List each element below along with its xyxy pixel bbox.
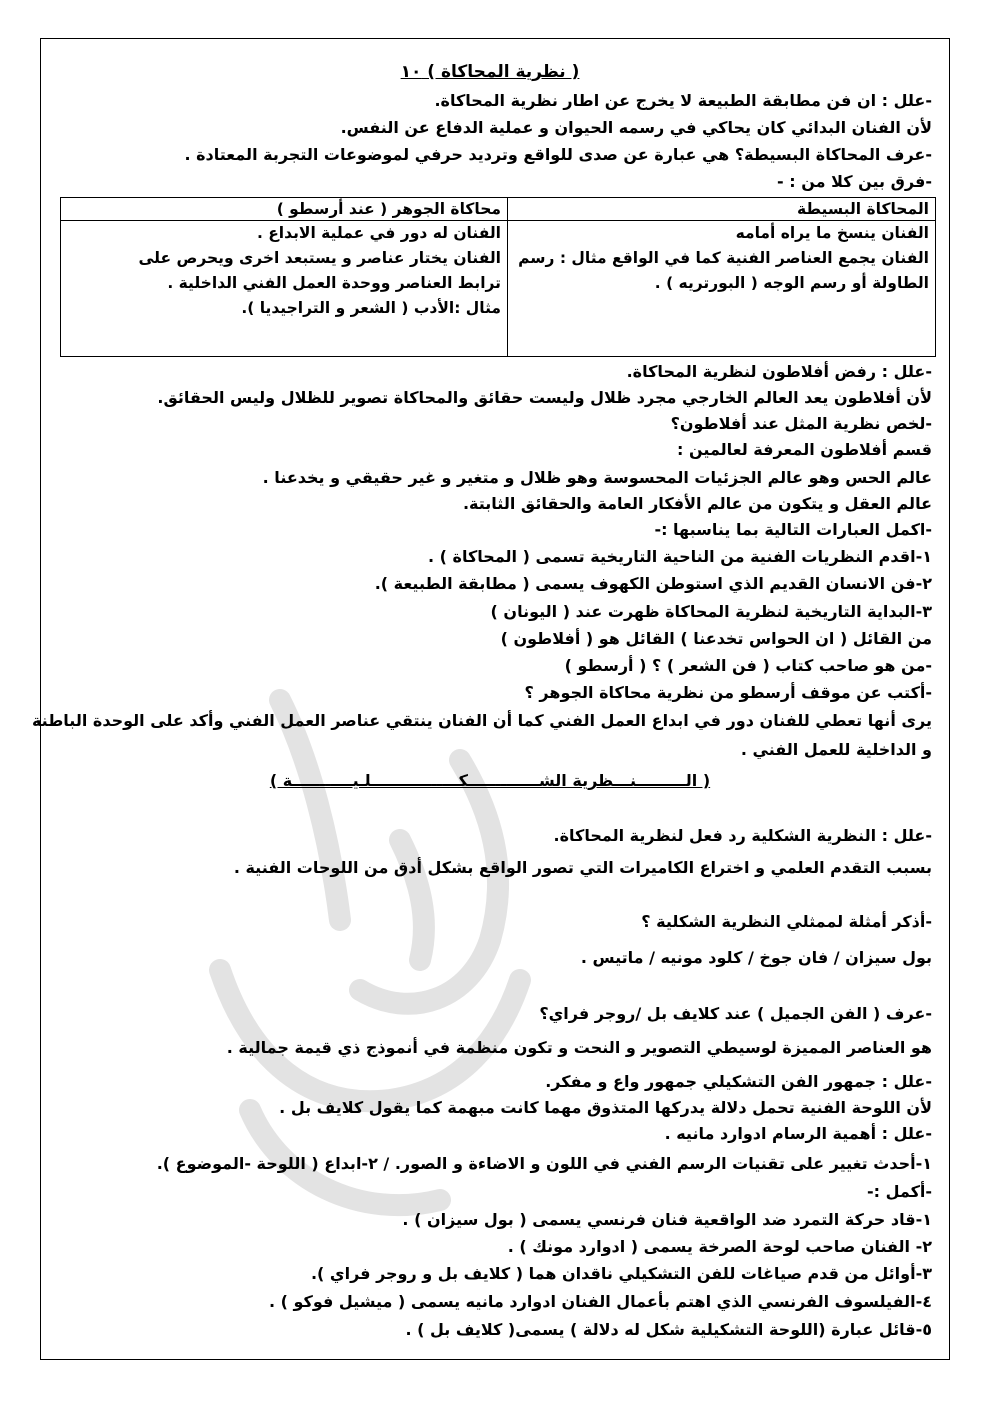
text-line: عالم العقل و يتكون من عالم الأفكار العامة والحقائق الثابتة. xyxy=(462,494,932,513)
text-line: هو العناصر المميزة لوسيطي التصوير و النحت و تكون منظمة في أنموذج ذي قيمة جمالية . xyxy=(226,1038,932,1057)
text-line: ٥-قائل عبارة (اللوحة التشكيلية شكل له دلالة ) يسمى( كلايف بل ) . xyxy=(405,1320,932,1339)
text-line: -أكتب عن موقف أرسطو من نظرية محاكاة الجوهر ؟ xyxy=(524,683,932,702)
text-line: -أذكر أمثلة لممثلي النظرية الشكلية ؟ xyxy=(641,912,932,931)
text-line: لأن اللوحة الفنية تحمل دلالة يدركها المتذوق مهما كانت مبهمة كما يقول كلايف بل . xyxy=(279,1098,932,1117)
text-line: -اكمل العبارات التالية بما يناسبها :- xyxy=(654,520,932,539)
cell-line: الطاولة أو رسم الوجه ( البورتريه ) . xyxy=(654,274,929,292)
text-line: ١-قاد حركة التمرد ضد الواقعية فنان فرنسي يسمى ( بول سيزان ) . xyxy=(402,1210,932,1229)
text-line: و الداخلية للعمل الفني . xyxy=(740,740,932,759)
cell-line: ترابط العناصر ووحدة العمل الفني الداخلية . xyxy=(167,274,501,292)
text-line: -عرف المحاكاة البسيطة؟ هي عبارة عن صدى للواقع وترديد حرفي لموضوعات التجربة المعتادة . xyxy=(184,145,932,164)
section-title-formal: ( الـــــــــنـــظرية الشـــــــــــــكــــــــــــــــلـيـــــــــــة ) xyxy=(269,771,711,790)
cell-line: الفنان يختار عناصر و يستبعد اخرى ويحرص على xyxy=(138,249,501,267)
text-line: ٤-الفيلسوف الفرنسي الذي اهتم بأعمال الفنان ادوارد مانيه يسمى ( ميشيل فوكو ) . xyxy=(268,1292,932,1311)
text-line: -أكمل :- xyxy=(866,1182,932,1201)
cell-line: الفنان له دور في عملية الابداع . xyxy=(256,224,501,242)
text-line: ٣-أوائل من قدم صياغات للفن التشكيلي ناقدان هما ( كلايف بل و روجر فراي ). xyxy=(310,1264,932,1283)
text-line: -علل : رفض أفلاطون لنظرية المحاكاة. xyxy=(626,362,932,381)
text-line: -علل : النظرية الشكلية رد فعل لنظرية المحاكاة. xyxy=(553,826,932,845)
comparison-table xyxy=(60,197,936,357)
table-header: محاكاة الجوهر ( عند أرسطو ) xyxy=(61,198,508,221)
main-title: ( نظرية المحاكاة ) ١٠ xyxy=(400,62,580,82)
text-line: -علل : أهمية الرسام ادوارد مانيه . xyxy=(664,1124,932,1143)
text-line: ١-اقدم النظريات الفنية من الناحية التاريخية تسمى ( المحاكاة ) . xyxy=(427,547,932,566)
text-line: ٢-فن الانسان القديم الذي استوطن الكهوف يسمى ( مطابقة الطبيعة ). xyxy=(374,574,932,593)
text-line: من القائل ( ان الحواس تخدعنا ) القائل هو ( أفلاطون ) xyxy=(500,629,932,648)
text-line: -علل : ان فن مطابقة الطبيعة لا يخرج عن اطار نظرية المحاكاة. xyxy=(434,91,932,110)
text-line: ٢- الفنان صاحب لوحة الصرخة يسمى ( ادوارد مونك ) . xyxy=(507,1237,932,1256)
text-line: ١-أحدث تغيير على تقنيات الرسم الفني في اللون و الاضاءة و الصور. / ٢-ابداع ( اللوحة -الموضوع ). xyxy=(156,1154,932,1173)
text-line: بول سيزان / فان جوخ / كلود مونيه / ماتيس . xyxy=(580,948,932,967)
cell-line: الفنان ينسخ ما يراه أمامه xyxy=(735,224,929,242)
text-line: بسبب التقدم العلمي و اختراع الكاميرات التي تصور الواقع بشكل أدق من اللوحات الفنية . xyxy=(233,858,932,877)
text-line: -من هو صاحب كتاب ( فن الشعر ) ؟ ( أرسطو ) xyxy=(564,656,932,675)
text-line: -فرق بين كلا من : - xyxy=(777,172,932,191)
text-line: قسم أفلاطون المعرفة لعالمين : xyxy=(677,440,932,459)
text-line: -علل : جمهور الفن التشكيلي جمهور واع و مفكر. xyxy=(545,1072,932,1091)
text-line: لأن أفلاطون يعد العالم الخارجي مجرد ظلال وليست حقائق والمحاكاة تصوير للظلال وليس الحقائق. xyxy=(157,388,932,407)
text-line: -عرف ( الفن الجميل ) عند كلايف بل /روجر فراي؟ xyxy=(539,1004,932,1023)
text-line: يرى أنها تعطي للفنان دور في ابداع العمل الفني كما أن الفنان ينتقي عناصر العمل الفني وأكد على الوحدة الباطنة xyxy=(31,711,932,730)
text-line: عالم الحس وهو عالم الجزئيات المحسوسة وهو ظلال و متغير و غير حقيقي و يخدعنا . xyxy=(262,468,932,487)
table-header: المحاكاة البسيطة xyxy=(508,198,936,221)
cell-line: الفنان يجمع العناصر الفنية كما في الواقع مثال : رسم xyxy=(518,249,929,267)
text-line: ٣-البداية التاريخية لنظرية المحاكاة ظهرت عند ( اليونان ) xyxy=(490,602,932,621)
cell-line: مثال :الأدب ( الشعر و التراجيديا ). xyxy=(241,299,501,317)
text-line: -لخص نظرية المثل عند أفلاطون؟ xyxy=(670,414,932,433)
text-line: لأن الفنان البدائي كان يحاكي في رسمه الحيوان و عملية الدفاع عن النفس. xyxy=(340,118,932,137)
table-cell-essence xyxy=(61,221,508,357)
table-cell-simple xyxy=(508,221,936,357)
